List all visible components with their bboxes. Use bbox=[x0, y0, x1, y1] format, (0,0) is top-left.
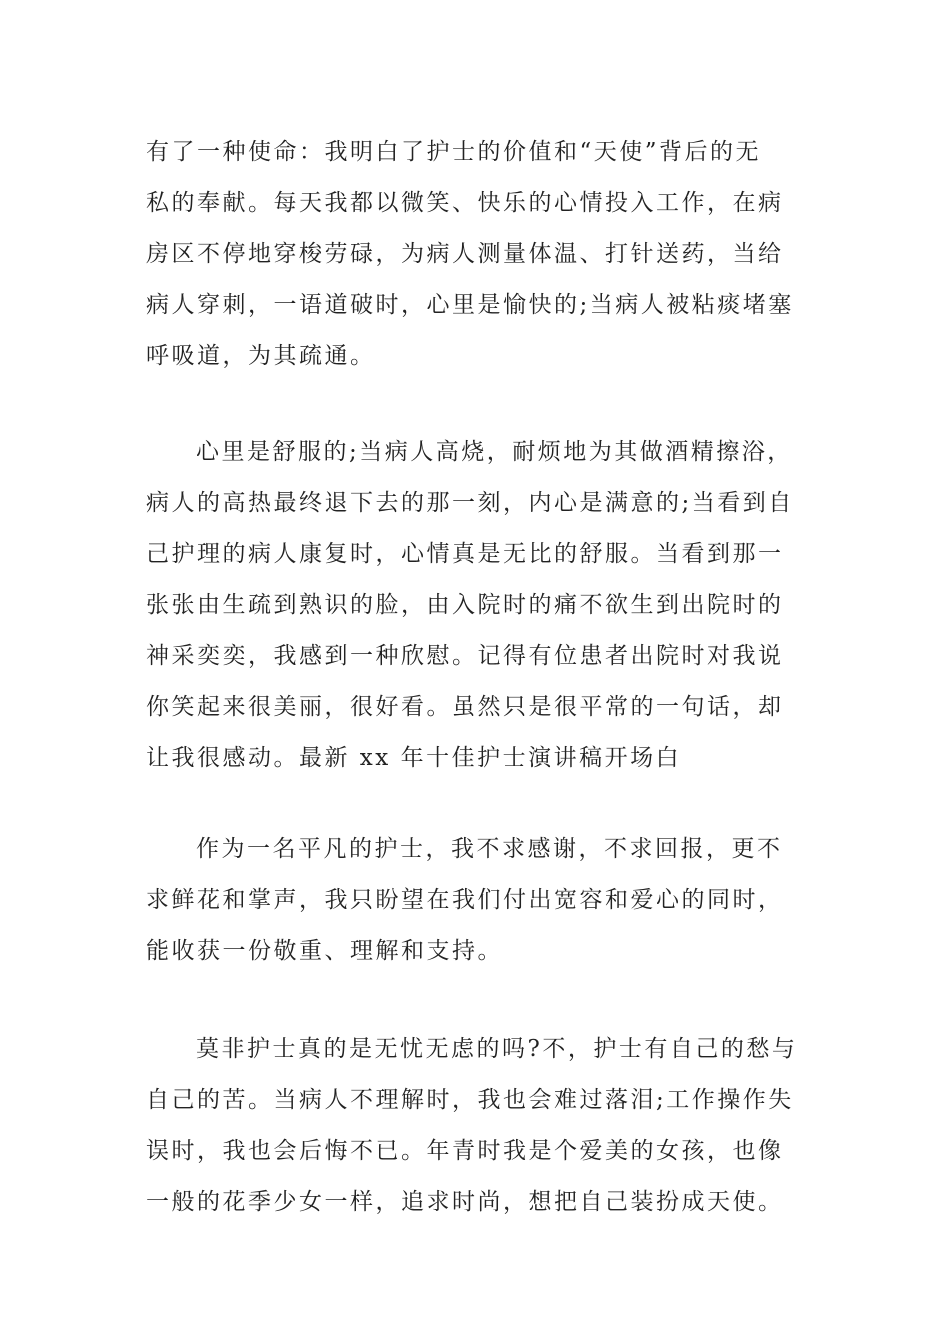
paragraph-line: 作为一名平凡的护士，我不求感谢，不求回报，更不 bbox=[196, 836, 783, 862]
paragraph-line: 房区不停地穿梭劳碌，为病人测量体温、打针送药，当给 bbox=[146, 241, 784, 267]
paragraph-line: 一般的花季少女一样，追求时尚，想把自己装扮成天使。 bbox=[146, 1189, 784, 1215]
paragraph-3 bbox=[146, 824, 806, 977]
paragraph-line: 张张由生疏到熟识的脸，由入院时的痛不欲生到出院时的 bbox=[146, 592, 784, 618]
paragraph-line: 自己的苦。当病人不理解时，我也会难过落泪;工作操作失 bbox=[146, 1087, 794, 1113]
paragraph-line: 病人的高热最终退下去的那一刻，内心是满意的;当看到自 bbox=[146, 490, 794, 516]
paragraph-line: 有了一种使命：我明白了护士的价值和“天使”背后的无 bbox=[146, 139, 762, 165]
paragraph-line: 误时，我也会后悔不已。年青时我是个爱美的女孩，也像 bbox=[146, 1138, 784, 1164]
paragraph-1 bbox=[146, 127, 806, 382]
paragraph-line: 能收获一份敬重、理解和支持。 bbox=[146, 938, 503, 964]
paragraph-line: 求鲜花和掌声，我只盼望在我们付出宽容和爱心的同时， bbox=[146, 887, 784, 913]
paragraph-line: 私的奉献。每天我都以微笑、快乐的心情投入工作，在病 bbox=[146, 190, 784, 216]
paragraph-line: 莫非护士真的是无忧无虑的吗?不，护士有自己的愁与 bbox=[196, 1036, 798, 1062]
paragraph-2 bbox=[146, 427, 806, 784]
paragraph-4 bbox=[146, 1024, 806, 1228]
paragraph-line: 呼吸道，为其疏通。 bbox=[146, 343, 376, 369]
paragraph-line: 神采奕奕，我感到一种欣慰。记得有位患者出院时对我说 bbox=[146, 643, 784, 669]
paragraph-line: 病人穿刺，一语道破时，心里是愉快的;当病人被粘痰堵塞 bbox=[146, 292, 794, 318]
paragraph-line: 让我很感动。最新 xx 年十佳护士演讲稿开场白 bbox=[146, 745, 682, 771]
paragraph-line: 你笑起来很美丽，很好看。虽然只是很平常的一句话，却 bbox=[146, 694, 784, 720]
paragraph-line: 心里是舒服的;当病人高烧，耐烦地为其做酒精擦浴， bbox=[196, 439, 793, 465]
paragraph-line: 己护理的病人康复时，心情真是无比的舒服。当看到那一 bbox=[146, 541, 784, 567]
